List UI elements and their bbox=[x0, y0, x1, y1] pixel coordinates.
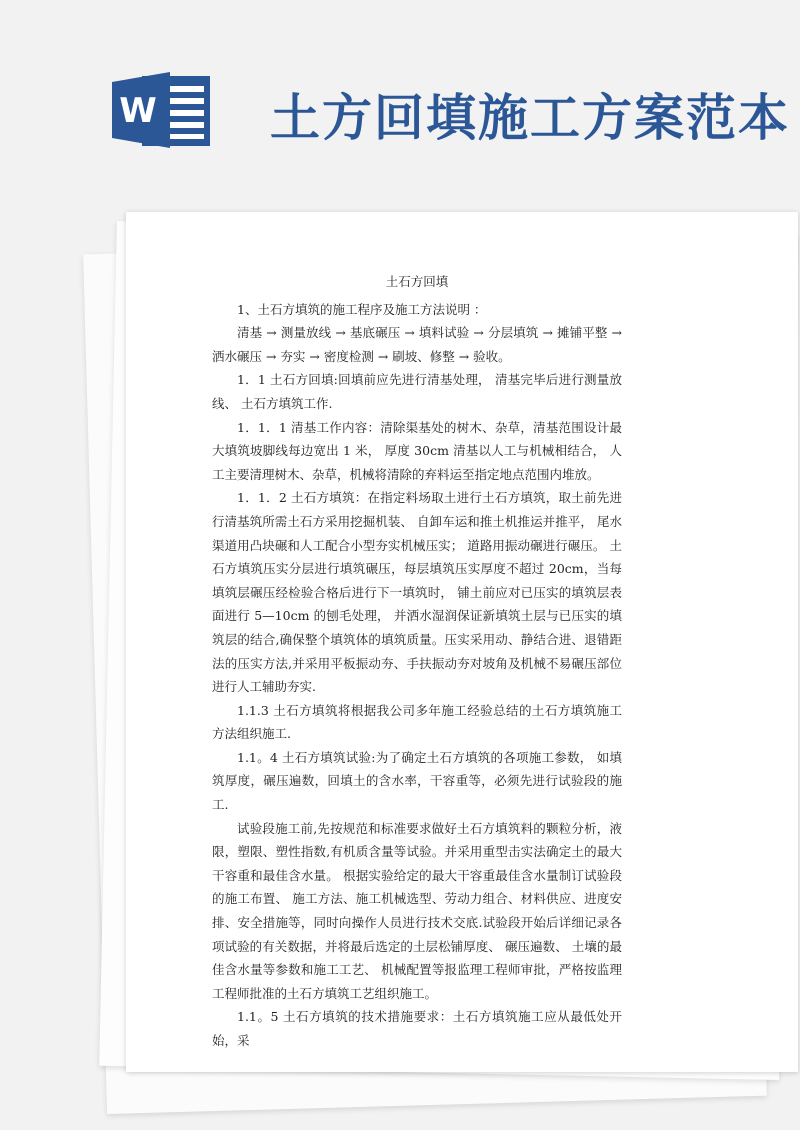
paragraph: 1、土石方填筑的施工程序及施工方法说明 ： bbox=[237, 301, 487, 317]
paragraph: 清基 → 测量放线 → 基底碾压 → 填料试验 → 分层填筑 → 摊铺平整 → 洒水碾压 → 夯实 → 密度检测 → 刷坡、修整 → 验收。 bbox=[212, 325, 622, 364]
document-body bbox=[212, 270, 622, 1053]
document-heading: 土石方回填 bbox=[385, 274, 449, 289]
paragraph: 1.1.3 土石方填筑将根据我公司多年施工经验总结的土石方填筑施工方法组织施工. bbox=[212, 702, 622, 742]
paragraph: 1.1。4 土石方填筑试验:为了确定土石方填筑的各项施工参数， 如填筑厚度，碾压遍数，回填土的含水率，干容重等，必须先进行试验段的施工. bbox=[212, 749, 622, 813]
page-title: 土方回填施工方案范本 bbox=[270, 89, 790, 147]
paragraph: 试验段施工前,先按规范和标准要求做好土石方填筑料的颗粒分析，液限，塑限、塑性指数,有机质含量等试验。并采用重型击实法确定土的最大干容重和最佳含水量。 根据实验给定的最大干容重最佳含水量制订试验段的施工布置、 施工方法、施工机械选型、劳动力组合、材料供应、进度安排、安全措施等，同时向操作人员进行技术交底.试验段开始后详细记录各项试验的有关数据，并将最后选定的土层松铺厚度、 碾压遍数、 土壤的最佳含水量等参数和施工工艺、 机械配置等报监理工程师审批，严格按监理工程师批准的土石方填筑工艺组织施工。 bbox=[212, 820, 622, 1001]
word-document-icon bbox=[112, 72, 212, 148]
paragraph: 1．1．1 清基工作内容：清除渠基处的树木、杂草，清基范围设计最大填筑坡脚线每边宽出 1 米， 厚度 30cm 清基以人工与机械相结合， 人工主要清理树木、杂草，机械将清除的弃料运至指定地点范围内堆放。 bbox=[212, 419, 622, 482]
document-page bbox=[126, 212, 798, 1072]
paragraph: 1．1．2 土石方填筑：在指定料场取土进行土石方填筑，取土前先进行清基筑所需土石方采用挖掘机装、 自卸车运和推土机推运并推平， 尾水渠道用凸块碾和人工配合小型夯实机械压实； 道路用振动碾进行碾压。 土石方填筑压实分层进行填筑碾压，每层填筑压实厚度不超过 20cm，当每填筑层碾压经检验合格后进行下一填筑时， 铺土前应对已压实的填筑层表面进行 5—10cm 的刨毛处理， 并洒水湿润保证新填筑土层与已压实的填筑层的结合,确保整个填筑体的填筑质量。压实采用动、静结合进、退错距法的压实方法,并采用平板振动夯、手扶振动夯对坡角及机械不易碾压部位进行人工辅助夯实. bbox=[212, 490, 622, 695]
header bbox=[0, 0, 800, 190]
word-icon-letter: W bbox=[119, 91, 157, 131]
paragraph: 1．1 土石方回填:回填前应先进行清基处理， 清基完毕后进行测量放线、 土石方填筑工作. bbox=[212, 372, 622, 411]
paragraph: 1.1。5 土石方填筑的技术措施要求：土石方填筑施工应从最低处开始，采 bbox=[212, 1009, 622, 1048]
